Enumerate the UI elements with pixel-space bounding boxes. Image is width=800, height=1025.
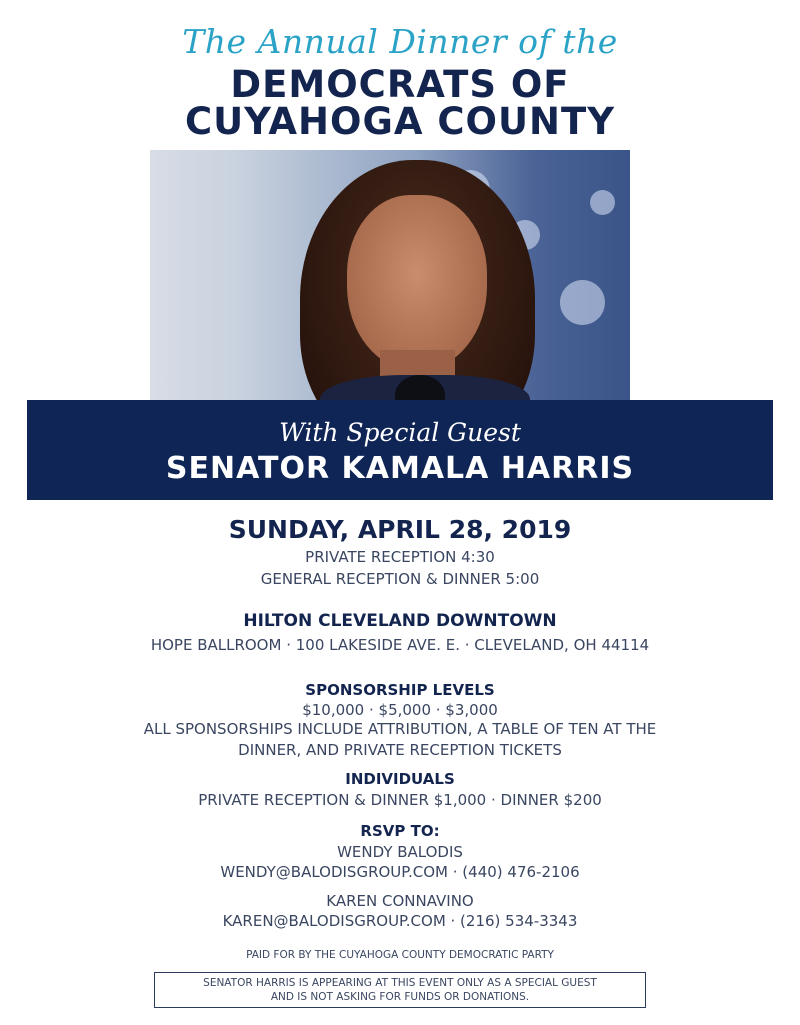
disclaimer-line-2: AND IS NOT ASKING FOR FUNDS OR DONATIONS. — [270, 991, 530, 1003]
paid-for-notice: PAID FOR BY THE CUYAHOGA COUNTY DEMOCRATIC PARTY — [246, 949, 554, 961]
rsvp-contact-1-info: WENDY@BALODISGROUP.COM · (440) 476-2106 — [220, 863, 580, 881]
special-guest-banner — [27, 400, 773, 500]
venue-name: HILTON CLEVELAND DOWNTOWN — [243, 611, 557, 631]
sponsorship-heading: SPONSORSHIP LEVELS — [305, 681, 495, 699]
rsvp-contact-2-info: KAREN@BALODISGROUP.COM · (216) 534-3343 — [222, 912, 578, 930]
annual-dinner-script-heading: The Annual Dinner of the — [182, 22, 618, 61]
disclaimer-line-1: SENATOR HARRIS IS APPEARING AT THIS EVENT ONLY AS A SPECIAL GUEST — [203, 977, 597, 989]
rsvp-contact-2-name: KAREN CONNAVINO — [326, 892, 474, 910]
individual-prices: PRIVATE RECEPTION & DINNER $1,000 · DINNER $200 — [198, 791, 602, 809]
sponsorship-details-line-2: DINNER, AND PRIVATE RECEPTION TICKETS — [238, 741, 562, 759]
title-line-1: DEMOCRATS OF — [230, 63, 570, 106]
venue-address: HOPE BALLROOM · 100 LAKESIDE AVE. E. · CLEVELAND, OH 44114 — [150, 636, 650, 654]
event-date: SUNDAY, APRIL 28, 2019 — [228, 515, 572, 544]
disclaimer-box — [154, 972, 646, 1008]
special-guest-name: SENATOR KAMALA HARRIS — [165, 451, 635, 486]
sponsorship-details-line-1: ALL SPONSORSHIPS INCLUDE ATTRIBUTION, A TABLE OF TEN AT THE — [143, 720, 657, 738]
special-guest-label: With Special Guest — [279, 418, 521, 447]
sponsorship-levels: $10,000 · $5,000 · $3,000 — [302, 701, 498, 719]
rsvp-contact-1-name: WENDY BALODIS — [337, 843, 463, 861]
private-reception-time: PRIVATE RECEPTION 4:30 — [305, 548, 495, 566]
general-reception-time: GENERAL RECEPTION & DINNER 5:00 — [260, 570, 540, 588]
rsvp-heading: RSVP TO: — [360, 822, 440, 840]
title-line-2: CUYAHOGA COUNTY — [184, 100, 616, 143]
guest-portrait-photo — [150, 150, 630, 400]
individuals-heading: INDIVIDUALS — [345, 770, 455, 788]
